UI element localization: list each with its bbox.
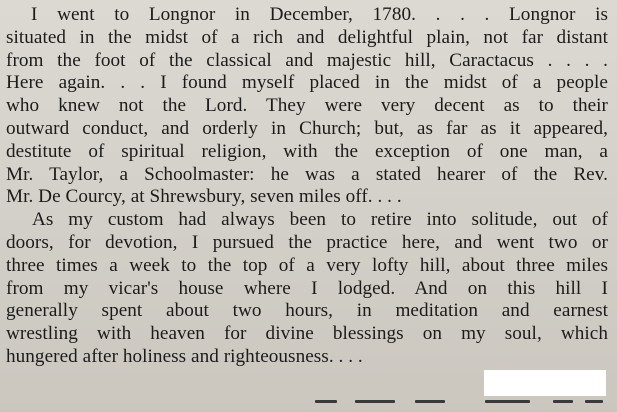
text-line: wrestling with heaven for divine blessings on my soul, which (6, 323, 608, 345)
text-line: I went to Longnor in December, 1780. . . . Longnor is (31, 4, 608, 25)
text-line: Here again. . . I found myself placed in the midst of a people (6, 72, 608, 94)
text-line: hungered after holiness and righteousness. . . . (6, 345, 363, 367)
text-line: Mr. Taylor, a Schoolmaster: he was a stated hearer of the Rev. (6, 163, 608, 185)
text-line: situated in the midst of a rich and delightful plain, not far distant (6, 26, 608, 48)
text-line: outward conduct, and orderly in Church; but, as far as it appeared, (6, 117, 608, 139)
text-line: from the foot of the classical and majestic hill, Caractacus . . . . (6, 49, 608, 71)
text-line: from my vicar's house where I lodged. And on this hill I (6, 277, 608, 299)
text-line: generally spent about two hours, in meditation and earnest (6, 300, 608, 322)
text-line: Mr. De Courcy, at Shrewsbury, seven miles off. . . . (6, 186, 402, 208)
text-line: As my custom had always been to retire into solitude, out of (32, 209, 608, 231)
white-patch (484, 370, 606, 396)
text-line: three times a week to the top of a very lofty hill, about three miles (6, 254, 608, 276)
text-block (6, 4, 608, 369)
text-line: destitute of spiritual religion, with the exception of one man, a (6, 140, 608, 162)
text-line: doors, for devotion, I pursued the practice here, and went two or (6, 231, 608, 253)
text-line: who knew not the Lord. They were very decent as to their (6, 95, 608, 117)
